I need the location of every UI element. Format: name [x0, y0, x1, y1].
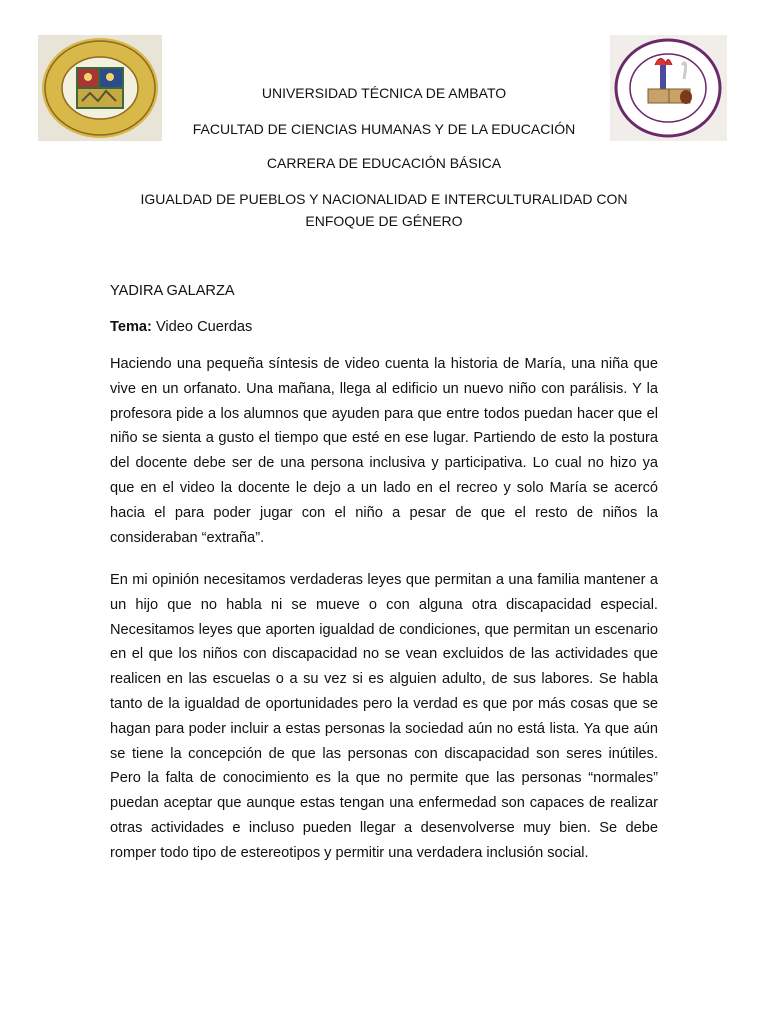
faculty-name: FACULTAD DE CIENCIAS HUMANAS Y DE LA EDUCACIÓN: [192, 121, 576, 137]
author-name: YADIRA GALARZA: [110, 283, 235, 299]
paragraph-summary: Haciendo una pequeña síntesis de video cuenta la historia de María, una niña que vive en un orfanato. Una mañana, llega al edificio un nuevo niño con parálisis. Y la profesora pide a los alumnos que ayuden para que entre todos puedan hacer que el niño se sienta a gusto el tiempo que esté en ese lugar. Partiendo de esto la postura del docente debe ser de una persona inclusiva y participativa. Lo cual no hizo ya que en el video la docente le dejo a un lado en el recreo y solo María se acercó hacia el para poder jugar con el niño a pesar de que el resto de niños la consideraban “extraña”.: [110, 356, 658, 546]
university-name: UNIVERSIDAD TÉCNICA DE AMBATO: [261, 85, 507, 101]
topic-line: [110, 319, 252, 335]
topic-value: Video Cuerdas: [151, 319, 253, 335]
course-title: IGUALDAD DE PUEBLOS Y NACIONALIDAD E INTERCULTURALIDAD CON ENFOQUE DE GÉNERO: [140, 191, 628, 229]
paragraph-opinion: En mi opinión necesitamos verdaderas leyes que permitan a una familia mantener a un hijo que no habla ni se mueve o con alguna otra discapacidad especial. Necesitamos leyes que aporten igualdad de condiciones, que permitan un escenario en el que los niños con discapacidad no se vean excluidos de las actividades que realicen en las escuelas o a su vez si es alguien adulto, de sus labores. Se habla tanto de la igualdad de oportunidades pero la verdad es que por más cosas que se hagan para poder incluir a estas personas la sociedad aún no está lista. Ya que aún se tiene la concepción de que las personas con discapacidad son seres inútiles. Pero la falta de conocimiento es la que no permite que las personas “normales” puedan aceptar que aunque estas tengan una enfermedad son capaces de realizar otras actividades e incluso pueden llegar a desenvolverse muy bien. Se debe romper todo tipo de estereotipos y permitir una verdadera inclusión social.: [110, 572, 658, 861]
topic-label: Tema:: [110, 319, 152, 335]
career-name: CARRERA DE EDUCACIÓN BÁSICA: [266, 155, 502, 171]
